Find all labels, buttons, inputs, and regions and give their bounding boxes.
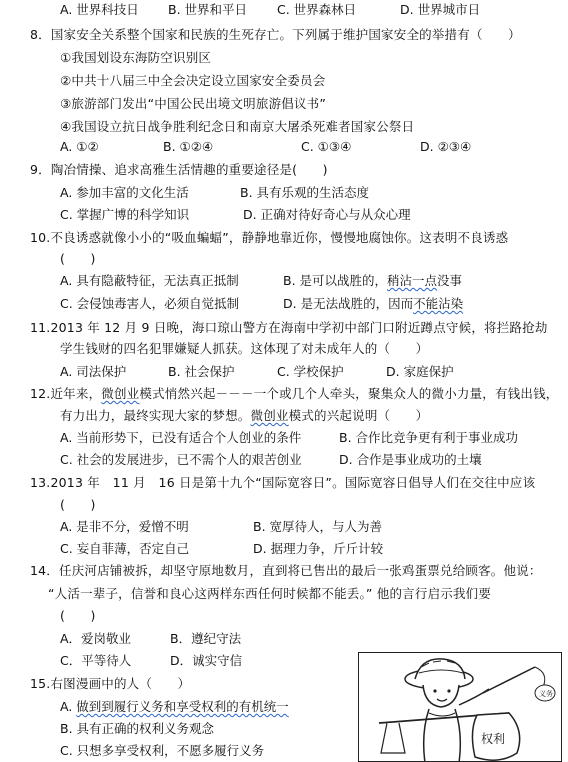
q14-option-d: D．诚实守信 [170,653,243,668]
q13-option-c: C. 妄自菲薄，否定自己 [60,541,190,556]
q10-option-a: A. 具有隐蔽特征，无法真正抵制 [60,273,239,288]
q12-stem-line2: 有力出力，最终实现大家的梦想。微创业模式的兴起说明（ ） [60,408,429,423]
q8-item-2: ②中共十八届三中全会决定设立国家安全委员会 [60,73,326,88]
q12-option-b: B. 合作比竞争更有利于事业成功 [339,430,519,445]
q15-option-a: A. 做到到履行义务和享受权利的有机统一 [60,699,289,714]
q7-option-d: D. 世界城市日 [400,2,481,17]
q8-item-4: ④我国设立抗日战争胜利纪念日和南京大屠杀死难者国家公祭日 [60,119,415,134]
q8-option-a: A. ①② [60,139,99,154]
q13-stem-line2: ( ) [60,497,96,512]
q10-stem-line1: 10.不良诱惑就像小小的“吸血蝙蝠”，静静地靠近你，慢慢地腐蚀你。这表明不良诱惑 [30,230,509,245]
q13-option-a: A. 是非不分，爱憎不明 [60,519,189,534]
q11-stem-line2: 学生钱财的四名犯罪嫌疑人抓获。这体现了对未成年人的（ ） [60,341,429,356]
q9-option-a: A. 参加丰富的文化生活 [60,185,189,200]
q8-item-1: ①我国划设东海防空识别区 [60,50,212,65]
q11-stem-line1: 11.2013 年 12 月 9 日晚，海口琼山警方在海南中学初中部门口附近蹲点守候，将拦路抢劫 [30,320,548,335]
q12-option-a: A. 当前形势下，已没有适合个人创业的条件 [60,430,302,445]
q9-option-c: C. 掌握广博的科学知识 [60,207,190,222]
q11-option-b: B. 社会保护 [168,364,235,379]
q9-option-b: B. 具有乐观的生活态度 [240,185,370,200]
q15-stem: 15.右图漫画中的人（ ） [30,676,191,691]
q10-stem-line2: ( ) [60,251,96,266]
q10-option-d: D. 是无法战胜的，因而不能沾染 [283,296,464,311]
q13-option-d: D. 据理力争，斤斤计较 [253,541,384,556]
q12-stem-line1: 12.近年来，微创业模式悄然兴起－－－一个或几个人牵头，聚集众人的微小力量，有钱出钱， [30,386,559,401]
q8-option-b: B. ①②④ [163,139,214,154]
q14-stem-line1: 14．任庆河店铺被拆，却坚守原地数月，直到将已售出的最后一张鸡蛋票兑给顾客。他说： [30,563,542,578]
q15-option-b: B. 具有正确的权利义务观念 [60,721,215,736]
cartoon-illustration [358,652,562,762]
q12-option-d: D. 合作是事业成功的土壤 [339,452,482,467]
q10-option-b: B. 是可以战胜的，稍沾一点没事 [283,273,463,288]
q8-option-c: C. ①③④ [301,139,352,154]
q7-option-c: C. 世界森林日 [277,2,357,17]
cartoon-label-duty: 义务 [539,690,553,698]
q9-stem: 9．陶冶情操、追求高雅生活情趣的重要途径是( ) [30,162,328,177]
q8-item-3: ③旅游部门发出“中国公民出境文明旅游倡议书” [60,96,327,111]
q11-option-c: C. 学校保护 [277,364,344,379]
q7-option-b: B. 世界和平日 [168,2,248,17]
q15-option-c: C. 只想多享受权利，不愿多履行义务 [60,743,265,758]
q8-option-d: D. ②③④ [420,139,472,154]
q13-option-b: B. 宽厚待人，与人为善 [253,519,383,534]
q14-option-c: C．平等待人 [60,653,132,668]
q9-option-d: D. 正确对待好奇心与从众心理 [243,207,411,222]
cartoon-drawing [359,653,562,762]
q8-stem: 8．国家安全关系整个国家和民族的生死存亡。下列属于维护国家安全的举措有（ ） [30,27,521,42]
q11-option-a: A. 司法保护 [60,364,127,379]
q14-option-b: B．遵纪守法 [170,631,242,646]
q11-option-d: D. 家庭保护 [386,364,454,379]
q14-stem-line2: “人活一辈子，信誉和良心这两样东西任何时候都不能丢。” 他的言行启示我们要 [48,586,492,601]
q10-option-c: C. 会侵蚀毒害人，必须自觉抵制 [60,296,240,311]
q14-stem-line3: ( ) [60,608,96,623]
cartoon-label-rights: 权利 [481,732,506,746]
q7-option-a: A. 世界科技日 [60,2,139,17]
q14-option-a: A．爱岗敬业 [60,631,132,646]
q12-option-c: C. 社会的发展进步，已不需个人的艰苦创业 [60,452,302,467]
q13-stem-line1: 13.2013 年 11 月 16 日是第十九个“国际宽容日”。国际宽容日倡导人们在交往中应该 [30,475,536,490]
